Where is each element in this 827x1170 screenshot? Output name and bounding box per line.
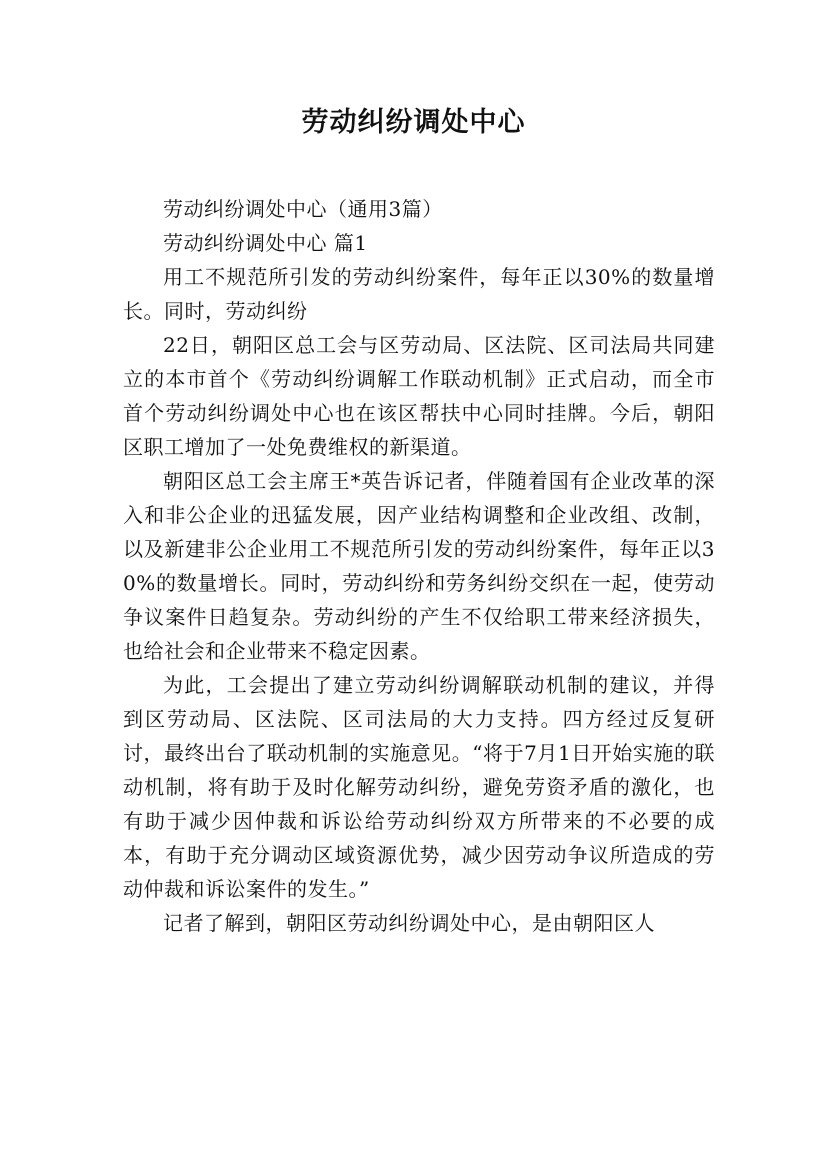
- subtitle-line: 劳动纠纷调处中心（通用3篇）: [163, 197, 443, 221]
- paragraph: 为此，工会提出了建立劳动纠纷调解联动机制的建议，并得到区劳动局、区法院、区司法局的大力支持。四方经过反复研讨，最终出台了联动机制的实施意见。“将于7月1日开始实施的联动机制，将有助于及时化解劳动纠纷，避免劳资矛盾的激化，也有助于减少因仲裁和诉讼给劳动纠纷双方所带来的不必要的成本，有助于充分调动区域资源优势，减少因劳动争议所造成的劳动仲裁和诉讼案件的发生。”: [123, 673, 715, 901]
- document-body: [123, 192, 715, 940]
- section-heading: 劳动纠纷调处中心 篇1: [163, 231, 368, 255]
- paragraph: 朝阳区总工会主席王*英告诉记者，伴随着国有企业改革的深入和非公企业的迅猛发展，因产业结构调整和企业改组、改制，以及新建非公企业用工不规范所引发的劳动纠纷案件，每年正以30%的数量增长。同时，劳动纠纷和劳务纠纷交织在一起，使劳动争议案件日趋复杂。劳动纠纷的产生不仅给职工带来经济损失，也给社会和企业带来不稳定因素。: [123, 469, 715, 663]
- paragraph: 22日，朝阳区总工会与区劳动局、区法院、区司法局共同建立的本市首个《劳动纠纷调解工作联动机制》正式启动，而全市首个劳动纠纷调处中心也在该区帮扶中心同时挂牌。今后，朝阳区职工增加了一处免费维权的新渠道。: [123, 333, 715, 459]
- paragraph: 用工不规范所引发的劳动纠纷案件，每年正以30%的数量增长。同时，劳动纠纷: [123, 265, 715, 323]
- document-title: 劳动纠纷调处中心: [301, 107, 526, 138]
- paragraph: 记者了解到，朝阳区劳动纠纷调处中心，是由朝阳区人: [163, 911, 655, 935]
